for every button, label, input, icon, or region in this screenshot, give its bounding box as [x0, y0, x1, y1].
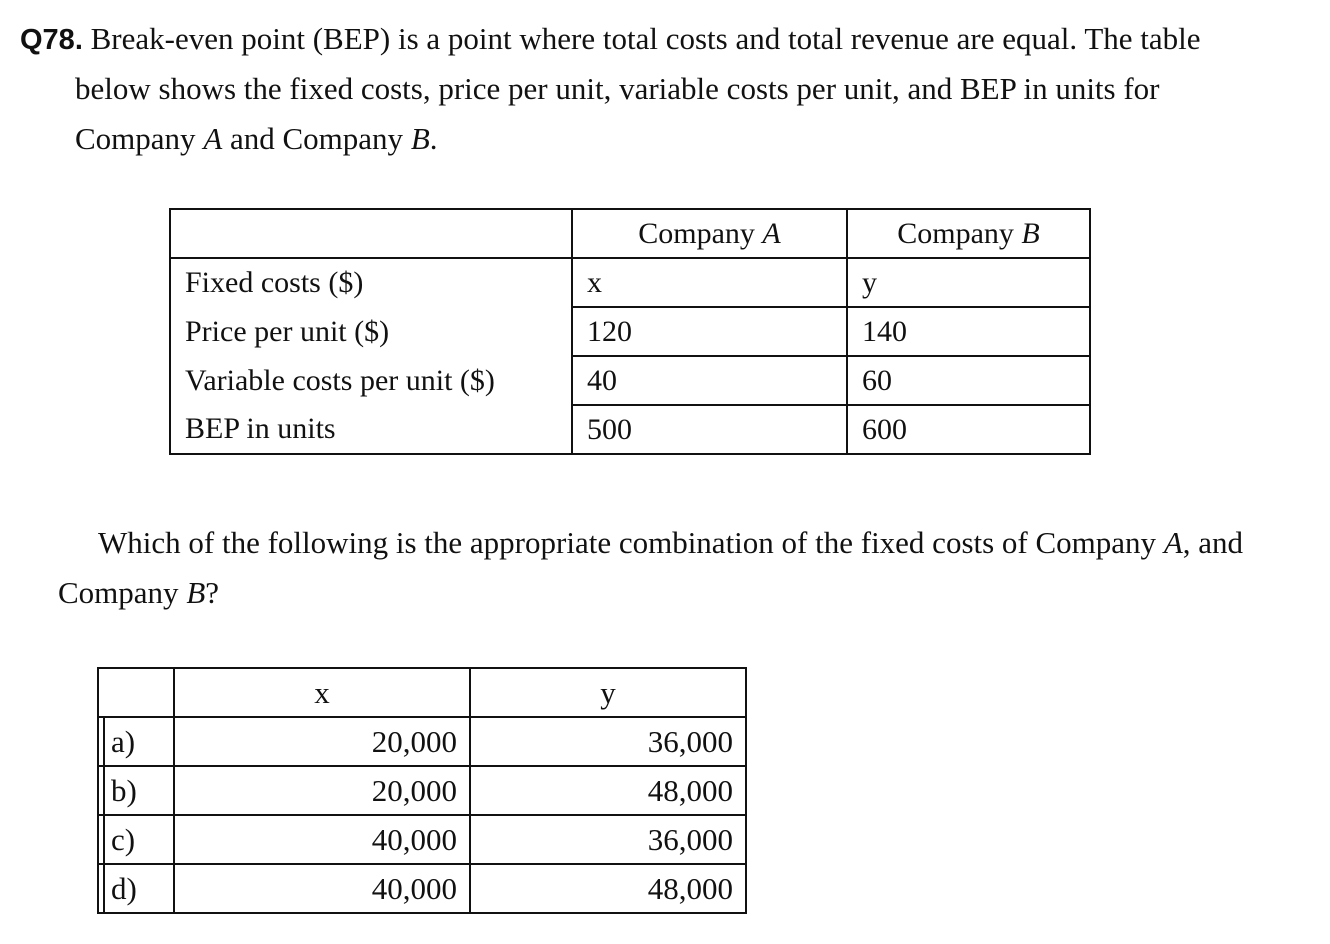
- company-a-value: 500: [572, 405, 847, 454]
- question-text-3c: .: [429, 121, 438, 156]
- prompt-line-1: [98, 518, 1243, 568]
- answer-option-b[interactable]: [98, 766, 746, 815]
- row-label: BEP in units: [170, 405, 572, 454]
- header-x: x: [174, 668, 470, 717]
- cost-table: [169, 208, 1091, 455]
- company-b-value: 600: [847, 405, 1090, 454]
- question-text-3b: and Company: [222, 121, 411, 156]
- option-y-value: 36,000: [470, 717, 746, 766]
- prompt-text-1b: , and: [1182, 525, 1244, 560]
- option-x-value: 40,000: [174, 815, 470, 864]
- option-label: d): [98, 864, 174, 913]
- option-label: b): [98, 766, 174, 815]
- header-company-a: Company A: [572, 209, 847, 258]
- option-y-value: 48,000: [470, 766, 746, 815]
- prompt-text-2a: Company: [58, 575, 187, 610]
- option-label: c): [98, 815, 174, 864]
- answer-table: [97, 667, 747, 914]
- company-a-value: 120: [572, 307, 847, 356]
- company-b-italic: B: [410, 121, 430, 156]
- question-text-1: Break-even point (BEP) is a point where total costs and total revenue are equal. The table: [82, 21, 1201, 56]
- prompt-text-1a: Which of the following is the appropriate combination of the fixed costs of Company: [98, 525, 1164, 560]
- row-label: Price per unit ($): [170, 307, 572, 356]
- company-b-value: 60: [847, 356, 1090, 405]
- prompt-line-2: [58, 568, 219, 618]
- table-row: [170, 258, 1090, 307]
- row-label: Fixed costs ($): [170, 258, 572, 307]
- answer-option-d[interactable]: [98, 864, 746, 913]
- table-row: [170, 307, 1090, 356]
- header-y: y: [470, 668, 746, 717]
- header-blank: [98, 668, 174, 717]
- option-label: a): [98, 717, 174, 766]
- company-a-italic: A: [203, 121, 223, 156]
- table-row: [170, 356, 1090, 405]
- answer-table-header: [98, 668, 746, 717]
- question-line-1: [20, 14, 1320, 65]
- company-a-value: 40: [572, 356, 847, 405]
- option-y-value: 48,000: [470, 864, 746, 913]
- question-number: Q78.: [20, 24, 83, 56]
- option-x-value: 20,000: [174, 766, 470, 815]
- header-blank: [170, 209, 572, 258]
- company-b-value: y: [847, 258, 1090, 307]
- header-company-b: Company B: [847, 209, 1090, 258]
- prompt-company-a: A: [1163, 525, 1183, 560]
- option-y-value: 36,000: [470, 815, 746, 864]
- answer-option-a[interactable]: [98, 717, 746, 766]
- cost-table-header: [170, 209, 1090, 258]
- option-x-value: 20,000: [174, 717, 470, 766]
- question-line-3: [75, 114, 438, 164]
- prompt-company-b: B: [186, 575, 206, 610]
- option-x-value: 40,000: [174, 864, 470, 913]
- row-label: Variable costs per unit ($): [170, 356, 572, 405]
- company-b-value: 140: [847, 307, 1090, 356]
- answer-option-c[interactable]: [98, 815, 746, 864]
- question-line-2: below shows the fixed costs, price per unit, variable costs per unit, and BEP in units for: [75, 71, 1160, 106]
- company-a-value: x: [572, 258, 847, 307]
- table-row: [170, 405, 1090, 454]
- prompt-text-2b: ?: [205, 575, 220, 610]
- question-text-3a: Company: [75, 121, 204, 156]
